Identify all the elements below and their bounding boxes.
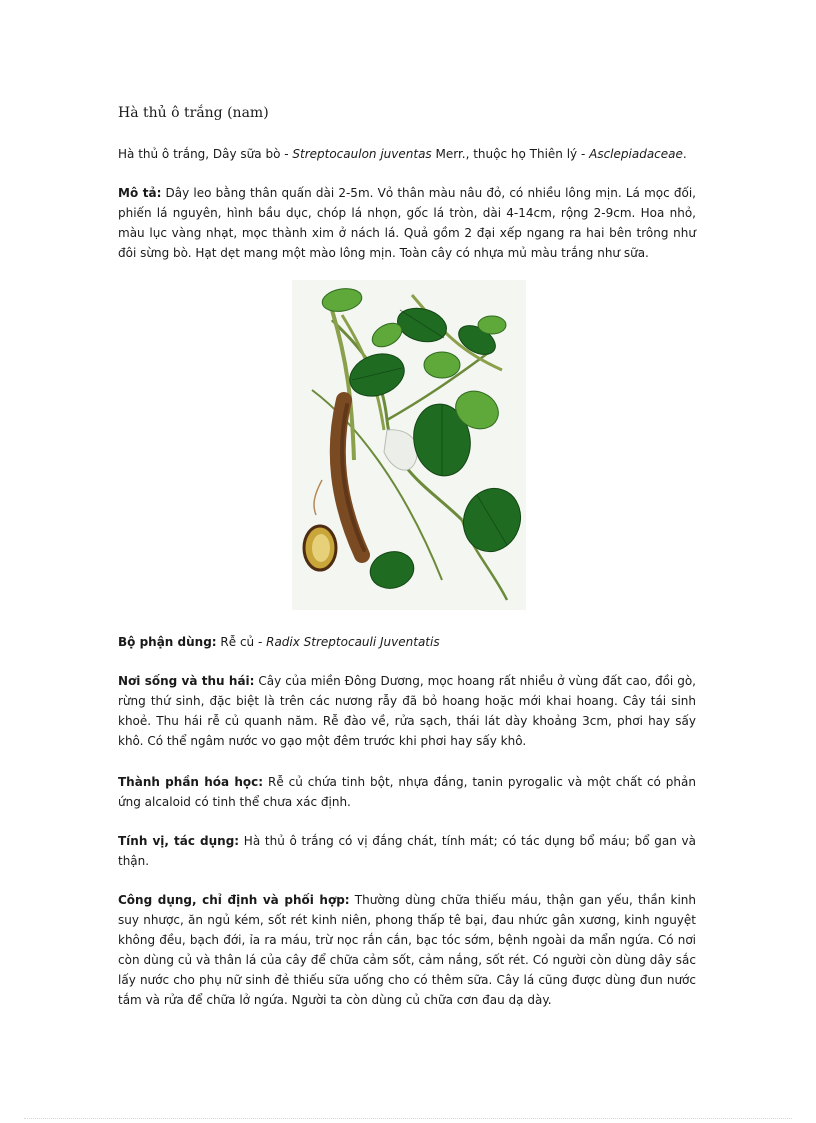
parts-used-label: Bộ phận dùng: bbox=[118, 635, 217, 649]
description-text: Dây leo bằng thân quấn dài 2-5m. Vỏ thân màu nâu đỏ, có nhiều lông mịn. Lá mọc đối, phiến lá nguyên, hình bầu dục, chóp lá nhọn, gốc lá tròn, dài 4-14cm, rộng 2-9cm. Hoa nhỏ, màu lục vàng nhạt, mọc thành xim ở nách lá. Quả gồm 2 đại xếp ngang ra hai bên trông như đôi sừng bò. Hạt dẹt mang một mào lông mịn. Toàn cây có nhựa mủ màu trắng như sữa. bbox=[118, 186, 696, 260]
uses-text: Thường dùng chữa thiếu máu, thận gan yếu, thần kinh suy nhược, ăn ngủ kém, sốt rét kinh niên, phong thấp tê bại, đau nhức gân xương, kinh nguyệt không đều, bạch đới, ỉa ra máu, trừ nọc rắn cắn, bạc tóc sớm, bệnh ngoài da mẩn ngứa. Có nơi còn dùng củ và thân lá của cây để chữa cảm sốt, cảm nắng, sốt rét. Có người còn dùng dây sắc lấy nước cho phụ nữ sinh đẻ thiếu sữa uống cho có thêm sữa. Cây lá cũng được dùng đun nước tắm và rửa để chữa lở ngứa. Người ta còn dùng củ chữa cơn đau dạ dày. bbox=[118, 893, 697, 1007]
parts-used-text: Rễ củ - bbox=[216, 635, 267, 649]
properties-text: Hà thủ ô trắng có vị đắng chát, tính mát; có tác dụng bổ máu; bổ gan và thận. bbox=[118, 834, 696, 868]
intro-text: Hà thủ ô trắng, Dây sữa bò - bbox=[118, 147, 293, 161]
latin-name: Streptocaulon juventas bbox=[292, 147, 432, 161]
chemical-text: Rễ củ chứa tinh bột, nhựa đắng, tanin pyrogalic và một chất có phản ứng alcaloid có tinh thể chưa xác định. bbox=[118, 775, 696, 809]
uses-label: Công dụng, chỉ định và phối hợp: bbox=[118, 893, 350, 907]
intro-text-3: . bbox=[682, 147, 687, 161]
plant-illustration bbox=[292, 280, 526, 610]
chemical-paragraph bbox=[118, 772, 696, 812]
intro-text-2: Merr., thuộc họ Thiên lý - bbox=[431, 147, 590, 161]
description-paragraph bbox=[118, 183, 696, 263]
page-bottom-divider bbox=[24, 1118, 792, 1119]
habitat-paragraph bbox=[118, 671, 696, 751]
family-name: Asclepiadaceae bbox=[589, 147, 683, 161]
properties-label: Tính vị, tác dụng: bbox=[118, 834, 240, 848]
page-title: Hà thủ ô trắng (nam) bbox=[118, 105, 269, 121]
plant-illustration-icon bbox=[292, 280, 526, 610]
chemical-label: Thành phần hóa học: bbox=[118, 775, 264, 789]
description-label: Mô tả: bbox=[118, 186, 162, 200]
habitat-text: Cây của miền Đông Dương, mọc hoang rất nhiều ở vùng đất cao, đồi gò, rừng thứ sinh, đặc biệt là trên các nương rẫy đã bỏ hoang hoặc mới khai hoang. Cây tái sinh khoẻ. Thu hái rễ củ quanh năm. Rễ đào về, rửa sạch, thái lát dày khoảng 3cm, phơi hay sấy khô. Có thể ngâm nước vo gạo một đêm trước khi phơi hay sấy khô. bbox=[118, 674, 696, 748]
parts-used-paragraph bbox=[118, 632, 696, 652]
uses-paragraph bbox=[118, 890, 696, 1010]
intro-paragraph bbox=[118, 144, 696, 164]
habitat-label: Nơi sống và thu hái: bbox=[118, 674, 255, 688]
properties-paragraph bbox=[118, 831, 696, 871]
parts-used-latin: Radix Streptocauli Juventatis bbox=[266, 635, 440, 649]
